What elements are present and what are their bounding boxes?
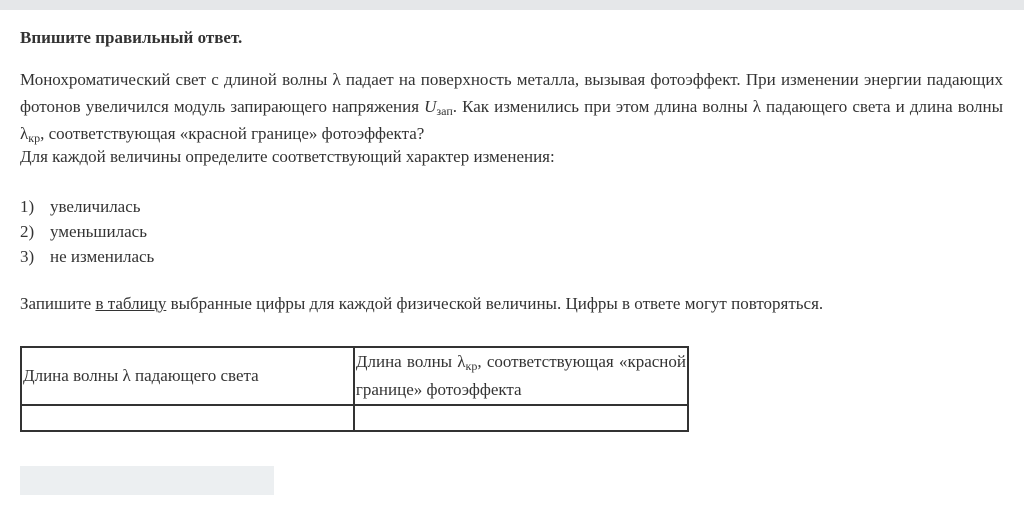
table-cell-red-limit-answer[interactable] — [354, 405, 688, 431]
answer-input[interactable] — [20, 466, 274, 495]
option-item — [20, 194, 1003, 219]
option-text: уменьшилась — [50, 222, 147, 241]
option-text: не изменилась — [50, 247, 155, 266]
option-item — [20, 219, 1003, 244]
table-header-row — [21, 347, 688, 405]
option-number: 3) — [20, 247, 35, 266]
col2-header-part1: Длина волны λ — [355, 352, 466, 371]
option-number: 1) — [20, 197, 35, 216]
question-part3: , соответствующая «красной границе» фотоэффекта? — [40, 124, 425, 143]
options-list — [20, 194, 1003, 269]
top-bar — [0, 0, 1024, 10]
lambda-subscript: кр — [28, 131, 41, 145]
note-after: выбранные цифры для каждой физической величины. Цифры в ответе могут повторяться. — [166, 294, 824, 313]
option-item — [20, 244, 1003, 269]
col2-header-subscript: кр — [465, 359, 478, 373]
note-before: Запишите — [20, 294, 96, 313]
answer-note — [20, 293, 1003, 315]
u-subscript: зап — [436, 104, 453, 118]
task-block — [20, 27, 1003, 315]
answer-table — [20, 346, 689, 432]
subquestion-text: Для каждой величины определите соответствующий характер изменения: — [20, 147, 555, 166]
table-header-red-limit — [354, 347, 688, 405]
u-symbol: U — [424, 97, 437, 116]
question-text — [20, 66, 1003, 147]
task-instruction: Впишите правильный ответ. — [20, 28, 243, 47]
table-answer-row — [21, 405, 688, 431]
question-part1: Монохроматический свет с длиной волны λ падает на поверхность металла, вызывая фотоэффект. При изменении энергии падающих фотонов увеличился модуль запирающего напряжения — [20, 70, 1003, 116]
table-cell-wavelength-answer[interactable] — [21, 405, 354, 431]
option-text: увеличилась — [50, 197, 141, 216]
option-number: 2) — [20, 222, 35, 241]
question-part2: . Как изменились при этом длина волны λ падающего света и длина волны λ — [20, 97, 1003, 143]
table-header-wavelength: Длина волны λ падающего света — [21, 347, 354, 405]
note-table-link: в таблицу — [95, 294, 167, 313]
col2-header-part2: , соответствующая «красной границе» фотоэффекта — [355, 352, 686, 399]
